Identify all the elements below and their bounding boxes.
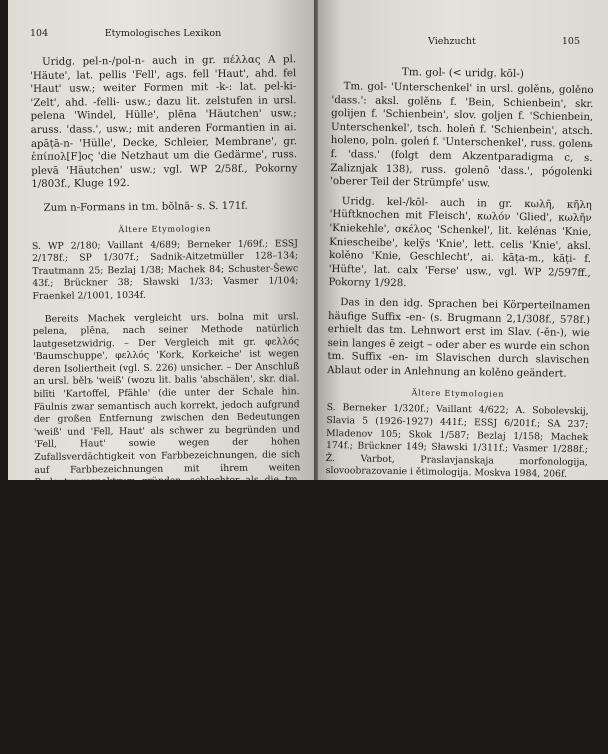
body-paragraph: Bereits Machek vergleicht urs. bolna mit ursl. pelena, plēna, nach seiner Methode natürlich lautgesetzwidrig. – Der Vergleich mit gr. φελλός 'Baumschuppe', φελλός 'Kork, Korkeiche' ist wegen deren Isoliertheit (vgl. S. 226) unsicher. – Der Anschluß an ursl. bělъ 'weiß' (wozu lit. balis 'abschälen', skr. dial. bilīti 'Kartoffel, Pfähle' (die unter der Schale hin. Fäulnis zwar semantisch auch korrekt, jedoch aufgrund der großen Entfernung zwischen den Bedeutungen 'weiß' und 'Fell, Haut' als schwer zu begründen und 'Fell, Haut' sowie wegen der hohen Zufallsverdächtigkeit von Farbbezeichnungen, die sich auf Farbbezeichnungen mit ihrem weiten Bedeutungsspektrum gründen, schlechter als die tm. Etymologie (vgl. 'Fell, Haut' entfällt als deutlich weniger Begriffe gibt, für die die Bezeichnung 'Fell, Haut' zur Verfügung steht, als es das 'etwas Weißes' entstanden denken kann, ist die Annahme wahrscheinlich, daß die Gleichung mit lat. pellis usw. ein zufälliges Zusammentreffen ist. Aus diesem Grunde sind auch die obengenannten slav. Wörter mit der Bedeutung 'schwarz'. – Eine Erklärung von ursl. bolna 'Fell' als die ursprüngliche Bedeutung von bolna zu trennen, für das eine bessere Etymologie möglich ist, ist lautlich einwandfrei zu erklären. Sollte die semantische Annahme zutreffen, müßte man sie daher als ungefähre Homonyme wie apoln. (16. Jh.) blona 'Art Tierfett, Fett an der Haut', der Hornhaut', poln. dial. błona 'Art Tierfett, Fett an den Schweinerippen' usw. (mit den Rippen' sind natürlich ebenfalls vom tm. Lehnwort zu trennen; sie sind ursl. bělъ 'weiß' zu stellen. – Auch die Verbindung mit ursl. bolna 'Blase' und lit. bolu 'weißliche Hinterart unter der Rinde', russ. bolona 'Knorren an Bäumen' (vgl. S. 224) ist abzulehnen. — [32, 310, 304, 753]
left-page — [8, 0, 314, 753]
paragraph: S. aksl. bedro n. 'Oberschenkel' in ursl. bedro n., bedra f. 'dass.': aksl. bedra 'Schenkel', skr. bedro n., slov. bedro n., bedra f. 'Schenkel' — [322, 660, 585, 702]
paragraph: Das in den idg. Sprachen bei Körperteilnamen häufige Suffix -en- (s. Brugmann 2,1/308f., 578f.) erhielt das tm. Lehnwort erst im Slav. (-ěn-), wie sein langes ē zeigt – oder aber es wurde ein schon tm. Suffix -en- im Slavischen durch slavischen Ablaut oder in Anlehnung an kolěno geändert. — [327, 297, 591, 380]
left-page-content — [30, 53, 303, 754]
running-title: Viehzucht — [428, 36, 476, 47]
page-number: 105 — [561, 36, 580, 47]
running-title: Etymologisches Lexikon — [104, 28, 222, 39]
right-page — [318, 0, 608, 702]
paragraph: Tm. gol- 'Unterschenkel' in ursl. golěnь, golěno 'dass.': aksl. golěnь f. 'Bein, Schienbein', skr. golijen f. 'Schienbein', slov. goljen f. 'Schienbein, Unterschenkel', tsch. holeň f. 'Schienbein', atsch. holeno, poln. goleń f. 'Unterschenkel', russ. golenь f. 'dass.' (folgt dem Akzentparadigma c, s. Zaliznjak 138), russ. golenō 'dass.', pógolenki 'oberer Teil der Strümpfe' usw. — [330, 81, 594, 190]
right-page-header — [332, 36, 594, 50]
entry-lemma: Tm. bedro-/bedrā- (< uridg. pedro-/pedrā-) — [339, 644, 568, 660]
paragraph: Zum n-Formans in tm. bōlnā- s. S. 171f. — [43, 200, 248, 214]
paragraph: Uridg. pel-n-/pol-n- auch in gr. πέλλας A pl. 'Häute', lat. pellis 'Fell', ags. fell 'Haut', ahd. fel 'Haut' usw.; weiter Formen mit -k-: lat. pel-ki- 'Zelt', ahd. -felli- usw.; dazu lit. zelstufen in ursl. pelena 'Windel, Hülle', plēna 'Häutchen' usw.; aruss. 'dass.', usw.; mit anderen Formantien in ai. apāṭā-n- 'Hülle', Decke, Schleier, Membrane', gr. ἐπίπολ[F]ος 'die Netzhaut um die Gedärme', russ. plevā 'Häutchen' usw.; vgl. WP 2/58f., Pokorny 1/803f., Kluge 192. — [30, 54, 298, 191]
reference-list: S. WP 2/180; Vaillant 4/689; Berneker 1/69f.; ESSJ 2/178f.; SP 1/307f.; Sadnik-Aitzetmüller 128–134; Trautmann 25; Bezlaj 1/38; Machek 84; Schuster-Šewc 43f.; Brückner 38; Sławski 1/33; Vasmer 1/104; Fraenkel 2/1001, 1034f. — [31, 237, 299, 302]
left-page-header — [30, 28, 296, 42]
entry-lemma: Tm. gol- (< uridg. kōl-) — [401, 66, 525, 81]
reference-list: S. Berneker 1/320f.; Vaillant 4/622; A. Sobolevskij, Slavia 5 (1926-1927) 441f.; ESSJ 6/201f.; SA 237; Mladenov 105; Skok 1/587; Bezlaj 1/158; Machek 174f.; Brückner 149; Sławski 1/311f.; Vasmer 1/288f.; Ž. Varbot, Praslavjanskaja morfonologija, slovoobrazovanie i ětimologija. Moskva 1984, 206f. — [325, 402, 589, 481]
paragraph: Uridg. kel-/kōl- auch in gr. κωλῆ, κῆλη 'Hüftknochen mit Fleisch', κωλόν 'Glied', κωλῆν 'Kniekehle', σκέλος 'Schenkel', lit. kelénas 'Knie, Kniescheibe', kelỹs 'Knie', lett. celis 'Knie', aksl. kolěno 'Knie, Geschlecht', ai. kāṭa-m., kāṭi- f. 'Hüfte', lat. calx 'Ferse' usw., vgl. WP 2/597ff., Pokorny 1/928. — [328, 195, 592, 290]
section-heading: Ältere Etymologien — [411, 388, 505, 400]
page-number: 104 — [30, 28, 49, 39]
section-heading: Ältere Etymologien — [118, 223, 212, 234]
body-paragraph: Diese alte, aber früher lautgesetzwidrige Zurückführung von gol- auf uridg. kōl- ist semantisch besser als die Ableitung von ursl. golъ 'nackt' ('Schienbein' als 'nackter Knochen' im Gegensatz zur Wade). – Die Ableitung von uridg. gʰel- (gr. γυάλον 'Wölbung, Wölbung') ist wegen der kürzeren Wurzel (s. S. 22ff.) und semantisch schlechter und trotz H. Hirt, IF 17 (1904/1905) 388ff. nicht streng lautgesetzlich. – Nach den Kriterien der Bedeutungsnähe und des Bedeutungsumfanges (s. S. 35ff.) schlechter ist der Anschluß an uridg. gel- 'rund, kugelförmig, drücken, schwellen' (Varbot). — [323, 484, 588, 635]
right-page-content — [322, 64, 594, 704]
